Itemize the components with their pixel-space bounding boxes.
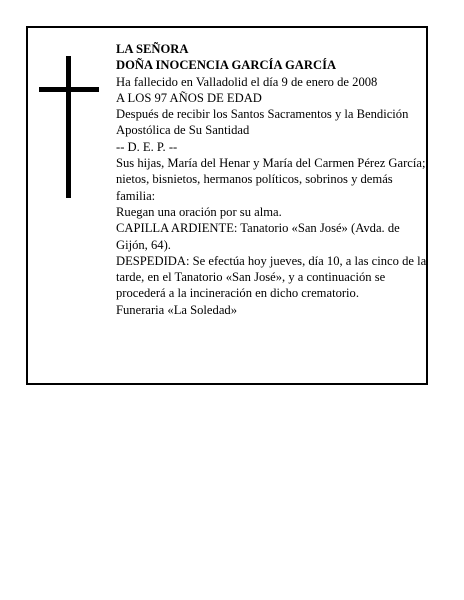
rip-line: -- D. E. P. -- (116, 139, 178, 154)
death-info: Ha fallecido en Valladolid el día 9 de enero de 2008 (116, 74, 378, 89)
farewell-info: DESPEDIDA: Se efectúa hoy jueves, día 10, a las cinco de la tarde, en el Tanatorio «San José», y a continuación se procederá a la incineración en dicho crematorio. (116, 253, 427, 301)
obituary-notice (26, 26, 428, 385)
age-info: A LOS 97 AÑOS DE EDAD (116, 90, 262, 105)
cross-horizontal-bar (39, 87, 99, 92)
obituary-text (116, 41, 434, 318)
notice-heading-title: LA SEÑORA (116, 42, 189, 56)
deceased-name: DOÑA INOCENCIA GARCÍA GARCÍA (116, 58, 337, 73)
prayer-request: Ruegan una oración por su alma. (116, 204, 282, 219)
sacraments-info: Después de recibir los Santos Sacramentos y la Bendición Apostólica de Su Santidad (116, 107, 409, 138)
family-list: Sus hijas, María del Henar y María del Carmen Pérez García; nietos, bisnietos, hermanos políticos, sobrinos y demás familia: (116, 156, 426, 203)
chapel-info: CAPILLA ARDIENTE: Tanatorio «San José» (Avda. de Gijón, 64). (116, 221, 400, 252)
latin-cross-icon (39, 56, 99, 198)
funeral-home: Funeraria «La Soledad» (116, 302, 237, 317)
cross-vertical-bar (66, 56, 71, 198)
